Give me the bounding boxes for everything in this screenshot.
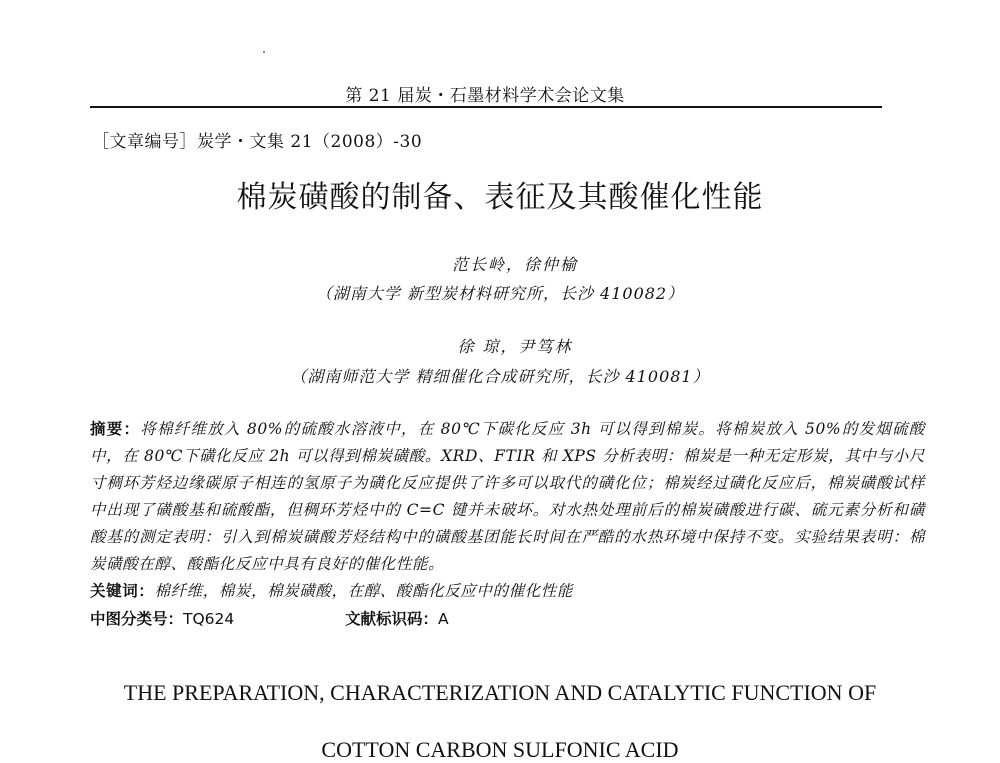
clc-value: TQ624 [183, 610, 235, 628]
author-group-2-affiliation: （湖南师范大学 精细催化合成研究所，长沙 410081） [290, 367, 710, 386]
abstract-text: 将棉纤维放入 80%的硫酸水溶液中，在 80℃下碳化反应 3h 可以得到棉炭。将棉炭放入 50%的发烟硫酸中，在 80℃下磺化反应 2h 可以得到棉炭磺酸。XRD、FTIR 和 XPS 分析表明：棉炭是一种无定形炭，其中与小尺寸稠环芳烃边缘碳原子相连的氢原子为磺化反应提供了许多可以取代的磺化位；棉炭经过磺化反应后，棉炭磺酸试样中出现了磺酸基和硫酸酯，但稠环芳烃中的 C=C 键并未破坏。对水热处理前后的棉炭磺酸进行碳、硫元素分析和磺酸基的测定表明：引入到棉炭磺酸芳烃结构中的磺酸基团能长时间在严酷的水热环境中保持不变。实验结果表明：棉炭磺酸在醇、酸酯化反应中具有良好的催化性能。 [90, 420, 925, 573]
doc-id-group [345, 607, 449, 629]
paper-title: 棉炭磺酸的制备、表征及其酸催化性能 [236, 180, 764, 215]
author-group-2-names: 徐 琼，尹笃林 [457, 337, 573, 356]
author-group-1-names: 范长岭，徐仲榆 [451, 255, 578, 274]
keywords-text: 棉纤维，棉炭，棉炭磺酸，在醇、酸酯化反应中的催化性能 [154, 582, 574, 600]
keywords-label: 关键词： [90, 582, 155, 600]
scan-speck [263, 51, 265, 53]
classification-line [90, 607, 925, 629]
doc-id-label: 文献标识码： [345, 610, 439, 628]
header-rule [90, 106, 882, 108]
keywords [90, 579, 925, 601]
running-header: 第 21 届炭・石墨材料学术会论文集 [345, 86, 625, 106]
abstract [90, 416, 925, 578]
abstract-label: 摘要： [90, 420, 141, 438]
english-title-line-1: THE PREPARATION, CHARACTERIZATION AND CATALYTIC FUNCTION OF [123, 680, 877, 705]
doc-id-value: A [438, 610, 449, 628]
clc-label: 中图分类号： [90, 610, 184, 628]
author-group-1-affiliation: （湖南大学 新型炭材料研究所，长沙 410082） [315, 284, 685, 303]
english-title-line-2: COTTON CARBON SULFONIC ACID [321, 737, 679, 762]
article-number: ［文章编号］炭学・文集 21（2008）-30 [92, 132, 423, 152]
